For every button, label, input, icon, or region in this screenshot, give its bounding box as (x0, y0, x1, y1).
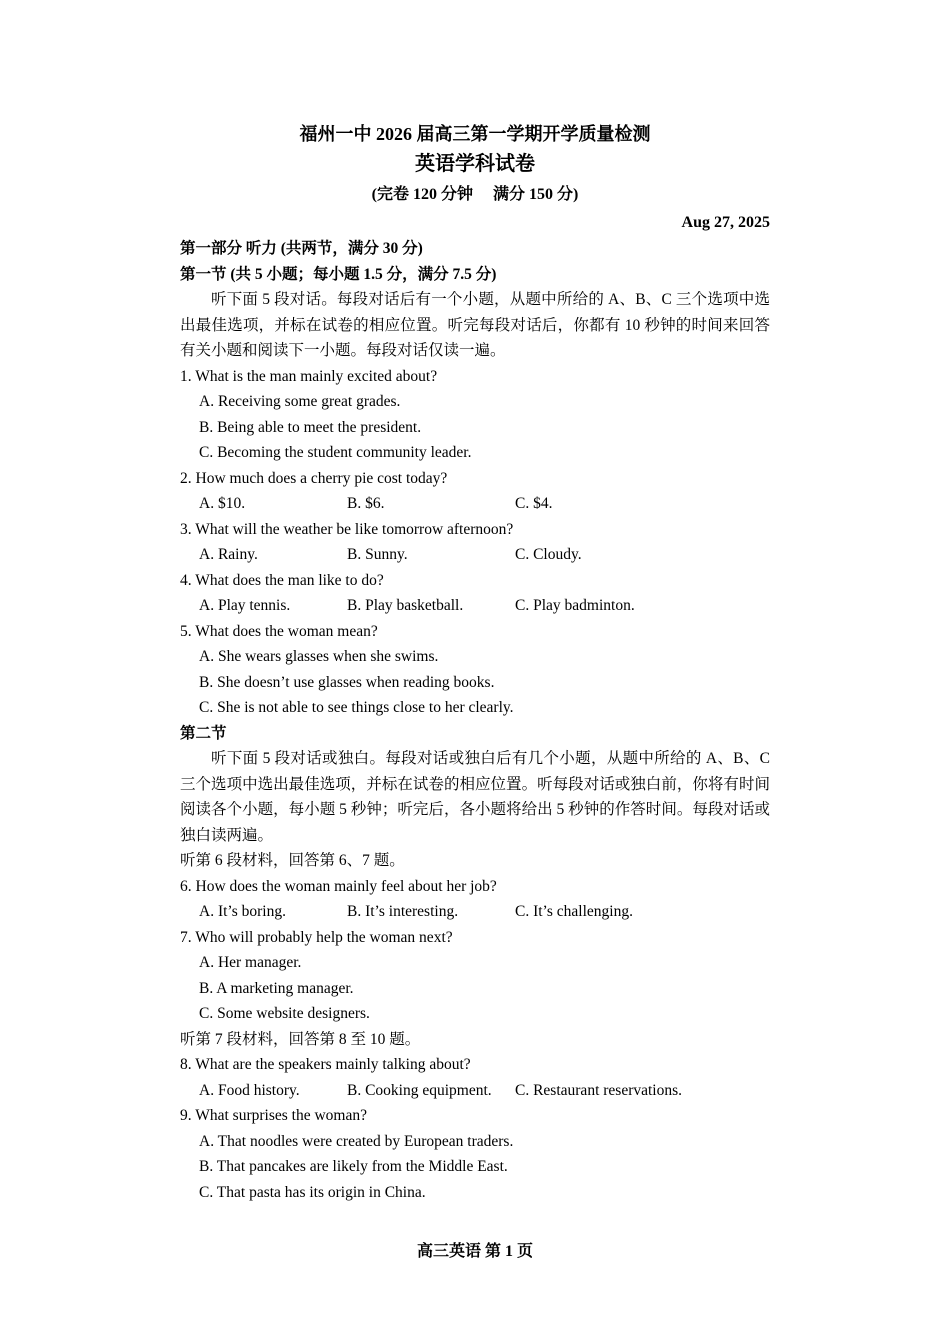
question-1-stem: 1. What is the man mainly excited about? (180, 367, 438, 385)
page-footer: 高三英语 第 1 页 (416, 1243, 533, 1260)
question-5-stem: 5. What does the woman mean? (180, 622, 378, 640)
question-9-option-b: B. That pancakes are likely from the Middle East. (199, 1158, 508, 1175)
question-8-stem: 8. What are the speakers mainly talking about? (180, 1056, 471, 1073)
exam-subtitle: 英语学科试卷 (415, 153, 535, 175)
question-1-option-c: C. Becoming the student community leader. (199, 444, 472, 461)
question-6-option-b: B. It’s interesting. (347, 903, 459, 920)
exam-date: Aug 27, 2025 (681, 214, 770, 231)
section2-heading: 第二节 (180, 724, 227, 742)
question-9-option-c: C. That pasta has its origin in China. (199, 1183, 426, 1201)
question-2-stem: 2. How much does a cherry pie cost today? (180, 469, 448, 487)
question-3-stem: 3. What will the weather be like tomorrow afternoon? (180, 520, 514, 538)
question-4-stem: 4. What does the man like to do? (180, 571, 384, 589)
question-5-option-b: B. She doesn’t use glasses when reading books. (199, 673, 495, 691)
question-3-options (180, 542, 770, 568)
material-6-instruction: 听第 6 段材料，回答第 6、7 题。 (180, 852, 405, 869)
question-4-options (180, 593, 770, 619)
question-3-option-c: C. Cloudy. (515, 546, 582, 563)
question-8-options (180, 1078, 770, 1104)
question-8-option-a: A. Food history. (199, 1081, 300, 1099)
question-6-option-a: A. It’s boring. (199, 903, 286, 920)
question-5-option-a: A. She wears glasses when she swims. (199, 648, 439, 665)
question-7-stem: 7. Who will probably help the woman next? (180, 928, 453, 946)
question-8-option-c: C. Restaurant reservations. (515, 1081, 683, 1099)
question-9-option-a: A. That noodles were created by European traders. (199, 1132, 514, 1150)
question-2-option-a: A. $10. (199, 495, 246, 512)
question-6-option-c: C. It’s challenging. (515, 903, 633, 920)
question-3-option-a: A. Rainy. (199, 546, 258, 563)
question-2-option-b: B. $6. (347, 495, 385, 512)
exam-duration: (完卷 120 分钟 满分 150 分) (371, 186, 579, 203)
exam-title: 福州一中 2026 届高三第一学期开学质量检测 (299, 124, 651, 144)
question-3-option-b: B. Sunny. (347, 546, 408, 563)
question-4-option-b: B. Play basketball. (347, 597, 464, 614)
question-4-option-a: A. Play tennis. (199, 597, 291, 614)
question-4-option-c: C. Play badminton. (515, 597, 635, 614)
question-7-option-b: B. A marketing manager. (199, 979, 354, 997)
question-1-option-b: B. Being able to meet the president. (199, 418, 422, 436)
question-6-options (180, 899, 770, 925)
section1-instructions: 听下面 5 段对话。每段对话后有一个小题，从题中所给的 A、B、C 三个选项中选出最佳选项，并标在试卷的相应位置。听完每段对话后，你都有 10 秒钟的时间来回答有关小题和阅读下一小题。每段对话仅读一遍。 (180, 291, 770, 359)
question-7-option-c: C. Some website designers. (199, 1005, 370, 1022)
section1-heading: 第一节 (共 5 小题；每小题 1.5 分，满分 7.5 分) (180, 265, 497, 283)
question-5-option-c: C. She is not able to see things close to her clearly. (199, 699, 514, 716)
question-9-stem: 9. What surprises the woman? (180, 1107, 367, 1124)
question-2-option-c: C. $4. (515, 495, 553, 512)
question-8-option-b: B. Cooking equipment. (347, 1081, 492, 1099)
section2-instructions: 听下面 5 段对话或独白。每段对话或独白后有几个小题，从题中所给的 A、B、C 三个选项中选出最佳选项，并标在试卷的相应位置。听每段对话或独白前，你将有时间阅读各个小题，每小题 5 秒钟；听完后，各小题将给出 5 秒钟的作答时间。每段对话或独白读两遍。 (180, 750, 770, 844)
exam-page (180, 120, 770, 1205)
question-7-option-a: A. Her manager. (199, 954, 302, 971)
material-7-instruction: 听第 7 段材料，回答第 8 至 10 题。 (180, 1030, 421, 1048)
question-2-options (180, 491, 770, 517)
question-1-option-a: A. Receiving some great grades. (199, 393, 401, 410)
part1-heading: 第一部分 听力 (共两节，满分 30 分) (180, 240, 423, 257)
question-6-stem: 6. How does the woman mainly feel about her job? (180, 877, 497, 895)
